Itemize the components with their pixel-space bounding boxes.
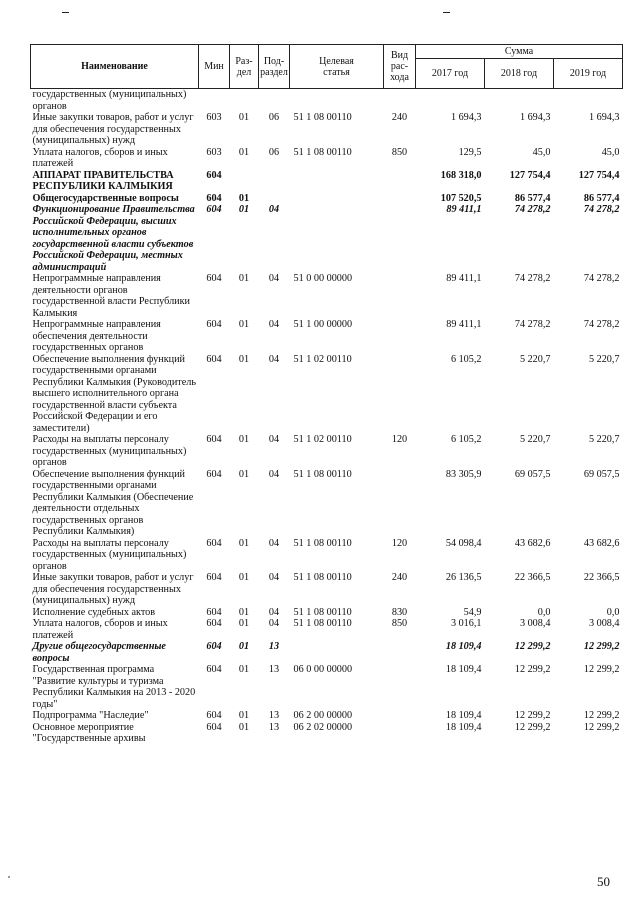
table-row (31, 572, 623, 607)
cell-name: Иные закупки товаров, работ и услуг для обеспечения государственных (муниципальных) нужд (32, 112, 194, 146)
cell-vid (384, 319, 416, 354)
cell-sum-2018: 0,0 (537, 606, 551, 618)
cell-name: Государственная программа "Развитие культуры и туризма Республики Калмыкия на 2013 - 2020 годы" (32, 664, 196, 710)
page-number: 50 (597, 874, 610, 889)
cell-sum-2019: 1 694,3 (588, 112, 620, 123)
cell-sum-2017: 6 105,2 (450, 353, 482, 365)
cell-sum-2019: 74 278,2 (583, 319, 620, 330)
cell-razdel: 01 (238, 572, 250, 583)
cell-sum-2018 (485, 89, 554, 113)
col-min-header: Мин (199, 45, 230, 89)
cell-sum-2019: 12 299,2 (583, 721, 620, 733)
col-2018-header: 2018 год (485, 59, 554, 89)
cell-podrazdel: 06 (268, 146, 280, 158)
cell-sum-2018: 12 299,2 (514, 664, 551, 675)
cell-min: 604 (206, 618, 222, 629)
cell-name: АППАРАТ ПРАВИТЕЛЬСТВА РЕСПУБЛИКИ КАЛМЫКИЯ (32, 169, 174, 192)
table-row (31, 204, 623, 273)
cell-target: 51 1 02 00110 (293, 434, 352, 445)
cell-razdel: 01 (238, 664, 250, 675)
cell-podrazdel: 04 (268, 319, 280, 330)
cell-min (199, 89, 230, 113)
cell-sum-2017: 54 098,4 (445, 537, 482, 549)
cell-name: Основное мероприятие "Государственные архивы (32, 721, 146, 744)
cell-razdel: 01 (238, 468, 250, 480)
cell-vid: 850 (391, 618, 408, 629)
cell-vid (384, 641, 416, 664)
cell-name: Расходы на выплаты персоналу государственных (муниципальных) органов (32, 434, 187, 468)
cell-sum-2018: 3 008,4 (519, 618, 551, 629)
cell-podrazdel: 04 (268, 273, 280, 284)
table-row (31, 147, 623, 170)
cell-target: 51 1 08 00110 (293, 146, 352, 158)
cell-sum-2019: 74 278,2 (583, 204, 620, 215)
cell-podrazdel: 04 (268, 468, 280, 480)
cell-target: 51 1 08 00110 (293, 112, 352, 123)
cell-razdel: 01 (238, 204, 250, 215)
cell-sum-2018: 74 278,2 (514, 319, 551, 330)
cell-target (290, 170, 384, 193)
cell-name: Общегосударственные вопросы (32, 192, 179, 204)
cell-min: 604 (206, 710, 222, 721)
cell-sum-2017: 89 411,1 (446, 204, 482, 215)
cell-vid: 120 (391, 434, 408, 445)
cell-sum-2018: 45,0 (532, 146, 551, 158)
cell-vid: 850 (391, 146, 408, 158)
cell-sum-2017: 1 694,3 (450, 112, 482, 123)
cell-podrazdel: 06 (268, 112, 280, 123)
cell-min: 604 (206, 721, 222, 733)
col-sum-header: Сумма (416, 45, 623, 59)
cell-sum-2019: 12 299,2 (583, 710, 620, 721)
cell-razdel: 01 (238, 618, 250, 629)
cell-min: 604 (206, 468, 222, 480)
cell-vid (384, 354, 416, 435)
header-dash-right (443, 12, 450, 13)
cell-vid (384, 469, 416, 538)
cell-target: 51 1 08 00110 (293, 606, 352, 618)
cell-podrazdel: 04 (268, 353, 280, 365)
scan-speck (8, 876, 10, 878)
cell-vid (384, 170, 416, 193)
cell-min: 604 (206, 204, 222, 215)
table-row (31, 112, 623, 147)
cell-sum-2018: 1 694,3 (519, 112, 551, 123)
cell-sum-2019: 5 220,7 (588, 353, 620, 365)
cell-podrazdel: 04 (268, 618, 280, 629)
cell-sum-2018: 74 278,2 (514, 273, 551, 284)
col-target-header: Целевая статья (290, 45, 384, 89)
cell-sum-2018: 74 278,2 (514, 204, 551, 215)
cell-sum-2017: 107 520,5 (440, 192, 482, 204)
cell-podrazdel: 13 (268, 710, 280, 721)
table-row (31, 354, 623, 435)
cell-name: Обеспечение выполнения функций государственными органами Республики Калмыкия (Обеспечение деятельности отдельных государственных органов Республики Калмыкия) (32, 468, 194, 537)
cell-min: 604 (206, 641, 222, 652)
table-row (31, 538, 623, 573)
cell-razdel: 01 (238, 606, 250, 618)
cell-razdel: 01 (238, 710, 250, 721)
cell-min: 604 (206, 537, 222, 549)
cell-podrazdel: 13 (268, 721, 280, 733)
cell-podrazdel: 13 (268, 664, 280, 675)
cell-target: 51 1 00 00000 (293, 319, 353, 330)
cell-podrazdel: 13 (268, 641, 280, 652)
cell-min: 604 (206, 319, 222, 330)
cell-sum-2019: 43 682,6 (583, 537, 620, 549)
cell-target: 51 1 08 00110 (293, 537, 352, 549)
cell-min: 603 (206, 146, 222, 158)
cell-sum-2019 (554, 89, 623, 113)
col-2019-header: 2019 год (554, 59, 623, 89)
cell-target: 51 1 08 00110 (293, 468, 352, 480)
cell-name: Уплата налогов, сборов и иных платежей (32, 146, 168, 169)
cell-sum-2018: 22 366,5 (514, 572, 551, 583)
cell-min: 604 (206, 353, 222, 365)
cell-min: 604 (206, 606, 222, 618)
table-row (31, 618, 623, 641)
cell-sum-2019: 5 220,7 (588, 434, 620, 445)
cell-razdel: 01 (238, 353, 250, 365)
cell-name: государственных (муниципальных) органов (32, 89, 187, 112)
cell-podrazdel (259, 193, 290, 205)
cell-name: Уплата налогов, сборов и иных платежей (32, 618, 168, 641)
cell-sum-2018: 69 057,5 (514, 468, 551, 480)
cell-sum-2019: 86 577,4 (583, 192, 620, 204)
table-row (31, 434, 623, 469)
cell-razdel: 01 (238, 641, 250, 652)
cell-min: 604 (206, 192, 222, 204)
cell-target: 06 2 02 00000 (293, 721, 353, 733)
cell-sum-2017: 129,5 (458, 146, 482, 158)
cell-min: 604 (206, 572, 222, 583)
cell-sum-2017 (416, 89, 485, 113)
cell-vid: 240 (391, 112, 408, 123)
cell-sum-2019: 127 754,4 (578, 169, 620, 181)
cell-target: 51 1 08 00110 (293, 618, 352, 629)
cell-razdel: 01 (238, 434, 250, 445)
cell-podrazdel: 04 (268, 537, 280, 549)
cell-razdel: 01 (238, 146, 250, 158)
table-row (31, 607, 623, 619)
cell-razdel: 01 (238, 192, 250, 204)
table-row (31, 664, 623, 710)
cell-razdel: 01 (238, 319, 250, 330)
cell-razdel: 01 (238, 721, 250, 733)
cell-min: 603 (206, 112, 222, 123)
table-row (31, 469, 623, 538)
col-podrazdel-header: Под- раздел (259, 45, 290, 89)
cell-podrazdel: 04 (268, 606, 280, 618)
cell-razdel: 01 (238, 273, 250, 284)
cell-sum-2018: 12 299,2 (514, 721, 551, 733)
cell-sum-2017: 18 109,4 (445, 664, 482, 675)
cell-min: 604 (206, 434, 222, 445)
table-row (31, 273, 623, 319)
cell-razdel (230, 170, 259, 193)
cell-name: Подпрограмма "Наследие" (32, 710, 149, 721)
cell-target (290, 204, 384, 273)
cell-vid (384, 193, 416, 205)
cell-name: Иные закупки товаров, работ и услуг для обеспечения государственных (муниципальных) нужд (32, 572, 194, 606)
cell-vid (384, 664, 416, 710)
table-row (31, 641, 623, 664)
cell-name: Функционирование Правительства Российской Федерации, высших исполнительных органов государственной власти субъектов Российской Федерации, местных администраций (32, 204, 195, 273)
cell-target: 06 2 00 00000 (293, 710, 353, 721)
cell-sum-2019: 3 008,4 (588, 618, 620, 629)
col-2017-header: 2017 год (416, 59, 485, 89)
cell-vid (384, 710, 416, 722)
cell-sum-2017: 26 136,5 (445, 572, 482, 583)
cell-sum-2017: 83 305,9 (445, 468, 482, 480)
cell-name: Непрограммные направления деятельности органов государственной власти Республики Калмыкия (32, 273, 191, 319)
cell-podrazdel (259, 170, 290, 193)
cell-target: 51 1 02 00110 (293, 353, 352, 365)
cell-target: 06 0 00 00000 (293, 664, 353, 675)
cell-podrazdel (259, 89, 290, 113)
cell-min: 604 (206, 273, 222, 284)
table-row (31, 193, 623, 205)
cell-sum-2019: 12 299,2 (583, 641, 620, 652)
cell-target: 51 0 00 00000 (293, 273, 353, 284)
col-razdel-header: Раз- дел (230, 45, 259, 89)
cell-min: 604 (206, 169, 222, 181)
table-row (31, 89, 623, 113)
cell-sum-2017: 54,9 (463, 606, 482, 618)
cell-name: Непрограммные направления обеспечения деятельности государственных органов (32, 319, 161, 353)
table-header (31, 45, 623, 89)
cell-name: Исполнение судебных актов (32, 606, 156, 618)
table-row (31, 319, 623, 354)
cell-sum-2017: 18 109,4 (445, 641, 482, 652)
cell-sum-2018: 43 682,6 (514, 537, 551, 549)
cell-sum-2018: 127 754,4 (509, 169, 551, 181)
cell-target: 51 1 08 00110 (293, 572, 352, 583)
table-row (31, 722, 623, 745)
cell-sum-2019: 22 366,5 (583, 572, 620, 583)
cell-name: Расходы на выплаты персоналу государственных (муниципальных) органов (32, 537, 187, 572)
cell-vid: 120 (391, 537, 408, 549)
cell-sum-2017: 18 109,4 (445, 721, 482, 733)
cell-sum-2017: 89 411,1 (446, 273, 482, 284)
cell-sum-2018: 5 220,7 (519, 434, 551, 445)
cell-target (290, 641, 384, 664)
cell-name: Другие общегосударственные вопросы (32, 641, 166, 664)
cell-vid: 830 (391, 606, 408, 618)
cell-target (290, 193, 384, 205)
cell-name: Обеспечение выполнения функций государственными органами Республики Калмыкия (Руководитель высшего исполнительного органа государственной власти субъекта Российской Федерации и его заместители) (32, 353, 196, 434)
cell-sum-2017: 18 109,4 (445, 710, 482, 721)
col-name-header: Наименование (31, 45, 199, 89)
cell-sum-2019: 45,0 (601, 146, 620, 158)
cell-sum-2017: 89 411,1 (446, 319, 482, 330)
cell-razdel (230, 89, 259, 113)
cell-vid (384, 204, 416, 273)
cell-sum-2018: 86 577,4 (514, 192, 551, 204)
cell-vid: 240 (391, 572, 408, 583)
cell-sum-2018: 12 299,2 (514, 710, 551, 721)
cell-podrazdel: 04 (268, 434, 280, 445)
cell-sum-2018: 12 299,2 (514, 641, 551, 652)
cell-min: 604 (206, 664, 222, 675)
cell-podrazdel: 04 (268, 572, 280, 583)
cell-razdel: 01 (238, 537, 250, 549)
cell-sum-2018: 5 220,7 (519, 353, 551, 365)
cell-sum-2017: 168 318,0 (440, 169, 482, 181)
table-row (31, 170, 623, 193)
cell-sum-2017: 3 016,1 (450, 618, 482, 629)
cell-podrazdel: 04 (268, 204, 280, 215)
cell-sum-2019: 0,0 (606, 606, 620, 618)
col-vid-header: Вид рас- хода (384, 45, 416, 89)
cell-target (290, 89, 384, 113)
cell-vid (384, 89, 416, 113)
table-body (31, 89, 623, 745)
cell-sum-2019: 12 299,2 (583, 664, 620, 675)
cell-razdel: 01 (238, 112, 250, 123)
cell-vid (384, 722, 416, 745)
cell-sum-2019: 74 278,2 (583, 273, 620, 284)
cell-sum-2017: 6 105,2 (450, 434, 482, 445)
cell-sum-2019: 69 057,5 (583, 468, 620, 480)
table-row (31, 710, 623, 722)
cell-vid (384, 273, 416, 319)
budget-table (30, 44, 623, 745)
header-dash-left (62, 12, 69, 13)
